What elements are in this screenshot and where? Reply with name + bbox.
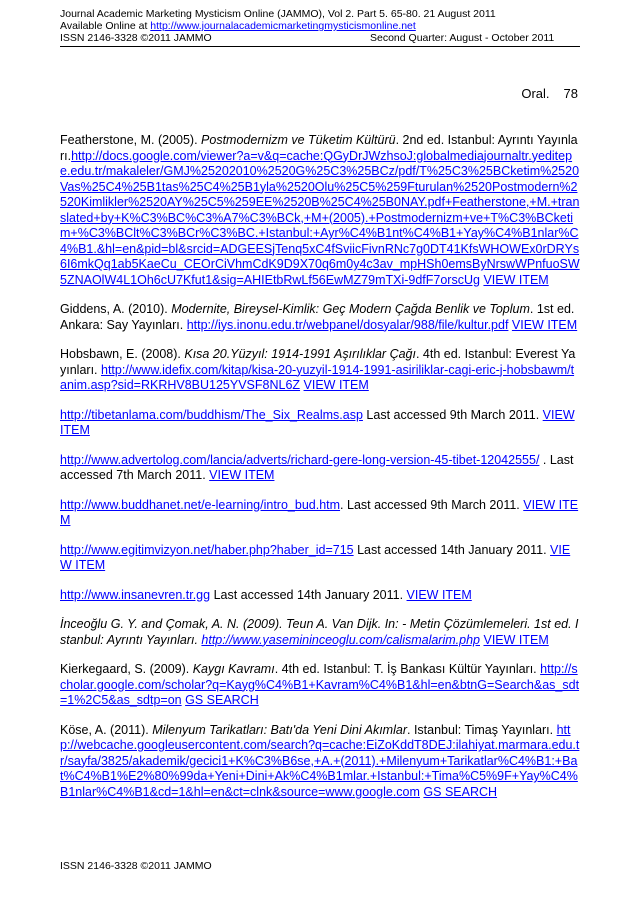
reference-author: Giddens, A. (2010). xyxy=(60,302,172,316)
header-quarter: Second Quarter: August - October 2011 xyxy=(370,32,555,44)
reference-entry xyxy=(60,617,580,648)
reference-url-link[interactable]: http://docs.google.com/viewer?a=v&q=cache:QGyDrJWzhsoJ:globalmediajournaltr.yeditepe.edu.tr/makaleler/GMJ%25202010%2520G%25C3%25BCz/pdf/T%25C3%25BCketim%2520Vas%25C4%25B1tas%25C4%25B1yla%2520Olu%25C5%259Fturulan%2520Postmodern%2520Kimlikler%2520AY%25C5%259EE%2520B%25C4%25B0NAY.pdf+Featherstone,+M.+translated+by+K%C3%BC%C3%A7%C3%BCk,+M+(2005).+Postmodernizm+ve+T%C3%BCketim+%C3%BClt%C3%BCr%C3%BC.+Istanbul:+Ayr%C4%B1nt%C4%B1+Yay%C4%B1nlar%C4%B1.&hl=en&pid=bl&srcid=ADGEESjTenq5xC4fSviicFivnRNc7g0DT41KfsWHOWEx0rDRYs6I6mkQq1ab5KaeCu_CEOrCiVhmCdK9D9X70q6m0y4c3av_mpHSh0emsByNrswWPnfuoSW5ZNAOlW4L1Oh6cU7Kfut1&sig=AHIEtbRwLf56EwMZ79mTXi-9dfF7orscUg xyxy=(60,148,580,287)
reference-entry xyxy=(60,543,580,574)
reference-entry xyxy=(60,723,580,801)
page-number: 78 xyxy=(563,86,578,101)
view-item-link[interactable]: VIEW ITEM xyxy=(483,272,549,287)
issn-quarter-row xyxy=(60,32,580,44)
reference-entry xyxy=(60,662,580,709)
reference-publisher: . Istanbul: Timaş Yayınları. xyxy=(407,722,557,737)
view-item-link[interactable]: GS SEARCH xyxy=(185,693,259,707)
reference-access-note: . Last accessed 9th March 2011. xyxy=(340,497,524,512)
view-item-link[interactable]: VIEW ITEM xyxy=(60,497,579,527)
header-rule xyxy=(60,46,580,47)
view-item-link[interactable]: VIEW ITEM xyxy=(60,407,575,437)
header-issn: ISSN 2146-3328 ©2011 JAMMO xyxy=(60,32,212,44)
reference-title: Kaygı Kavramı xyxy=(192,662,275,676)
reference-entry xyxy=(60,408,580,439)
view-item-link[interactable]: VIEW ITEM xyxy=(60,542,571,572)
reference-url-link[interactable]: http://www.idefix.com/kitap/kisa-20-yuzyil-1914-1991-asiriliklar-cagi-eric-j-hobsbawm/tanim.asp?sid=RKRHV8BU125YVSF8NL6Z xyxy=(60,362,575,392)
reference-title: Kısa 20.Yüzyıl: 1914-1991 Aşırılıklar Çağı xyxy=(184,347,416,361)
reference-entry xyxy=(60,302,580,333)
reference-publisher: . 1st ed. Ankara: Say Yayınları. xyxy=(60,302,575,332)
view-item-link[interactable]: GS SEARCH xyxy=(423,784,498,799)
reference-author: Köse, A. (2011). xyxy=(60,722,153,737)
availability-prefix: Available Online at xyxy=(60,20,151,32)
reference-author: Kierkegaard, S. (2009). xyxy=(60,662,193,676)
reference-publisher: . 4th ed. Istanbul: Everest Yayınları. xyxy=(60,347,576,377)
reference-publisher: . 4th ed. Istanbul: T. İş Bankası Kültür Yayınları. xyxy=(274,662,541,676)
reference-title: Modernite, Bireysel-Kimlik: Geç Modern Çağda Benlik ve Toplum xyxy=(171,302,530,316)
reference-author: Featherstone, M. (2005). xyxy=(60,133,202,147)
reference-url-link[interactable]: http://webcache.googleusercontent.com/search?q=cache:EiZoKddT8DEJ:ilahiyat.marmara.edu.tr/sayfa/3825/akademik/gecici1+K%C3%B6se,+A.+(2011).+Milenyum+Tarikatlar%C4%B1:+Bat%C4%B1%E2%80%99da+Yeni+Dini+Ak%C4%B1mlar.+Istanbul:+Tima%C5%9F+Yay%C4%B1nlar%C4%B1&cd=1&hl=en&ct=clnk&source=www.google.com xyxy=(60,722,580,799)
reference-author: Hobsbawn, E. (2008). xyxy=(60,347,185,361)
reference-entry xyxy=(60,453,580,484)
view-item-link[interactable]: VIEW ITEM xyxy=(406,587,472,602)
view-item-link[interactable]: VIEW ITEM xyxy=(303,378,369,392)
reference-url-link[interactable]: http://tibetanlama.com/buddhism/The_Six_Realms.asp xyxy=(60,407,363,422)
view-item-link[interactable]: VIEW ITEM xyxy=(483,632,549,647)
availability-line xyxy=(60,20,580,32)
reference-entry xyxy=(60,347,580,394)
reference-entry xyxy=(60,588,580,604)
page-number-block xyxy=(507,86,578,101)
journal-citation-line: Journal Academic Marketing Mysticism Online (JAMMO), Vol 2. Part 5. 65-80. 21 August 2011 xyxy=(60,8,496,20)
reference-access-note: . Last accessed 7th March 2011. xyxy=(60,452,574,482)
reference-url-link[interactable]: http://www.insanevren.tr.gg xyxy=(60,587,211,602)
reference-title: Postmodernizm ve Tüketim Kültürü xyxy=(201,133,396,147)
reference-access-note: Last accessed 14th January 2011. xyxy=(353,542,551,557)
reference-entry xyxy=(60,498,580,529)
journal-website-link[interactable]: http://www.journalacademicmarketingmysticismonline.net xyxy=(150,20,416,32)
view-item-link[interactable]: VIEW ITEM xyxy=(511,317,578,332)
reference-url-link[interactable]: http://iys.inonu.edu.tr/webpanel/dosyalar/988/file/kultur.pdf xyxy=(186,317,509,332)
reference-title: Milenyum Tarikatları: Batı'da Yeni Dini Akımlar xyxy=(152,722,407,737)
reference-url-link[interactable]: http://www.egitimvizyon.net/haber.php?haber_id=715 xyxy=(60,542,354,557)
reference-entry xyxy=(60,133,580,288)
reference-url-link[interactable]: http://www.yasemininceoglu.com/calismalarim.php xyxy=(201,632,480,647)
reference-publisher: . 2nd ed. Istanbul: Ayrıntı Yayınları. xyxy=(60,133,578,163)
view-item-link[interactable]: VIEW ITEM xyxy=(209,468,275,482)
page-author: Oral. xyxy=(521,86,550,101)
reference-title: İnceoğlu G. Y. and Çomak, A. N. (2009). Teun A. Van Dijk. In: - Metin Çözümlemeleri. 1st ed. Istanbul: Ayrıntı Yayınları. xyxy=(60,617,579,647)
reference-access-note: Last accessed 14th January 2011. xyxy=(210,587,407,602)
footer-issn: ISSN 2146-3328 ©2011 JAMMO xyxy=(60,860,212,872)
reference-url-link[interactable]: http://www.buddhanet.net/e-learning/intro_bud.htm xyxy=(60,497,341,512)
running-header xyxy=(60,8,580,47)
reference-list xyxy=(60,133,580,814)
reference-url-link[interactable]: http://www.advertolog.com/lancia/adverts/richard-gere-long-version-45-tibet-12042555/ xyxy=(60,452,540,467)
reference-url-link[interactable]: http://scholar.google.com/scholar?q=Kayg%C4%B1+Kavram%C4%B1&hl=en&btnG=Search&as_sdt=1%2C5&as_sdtp=on xyxy=(60,662,580,707)
reference-access-note: Last accessed 9th March 2011. xyxy=(362,407,543,422)
